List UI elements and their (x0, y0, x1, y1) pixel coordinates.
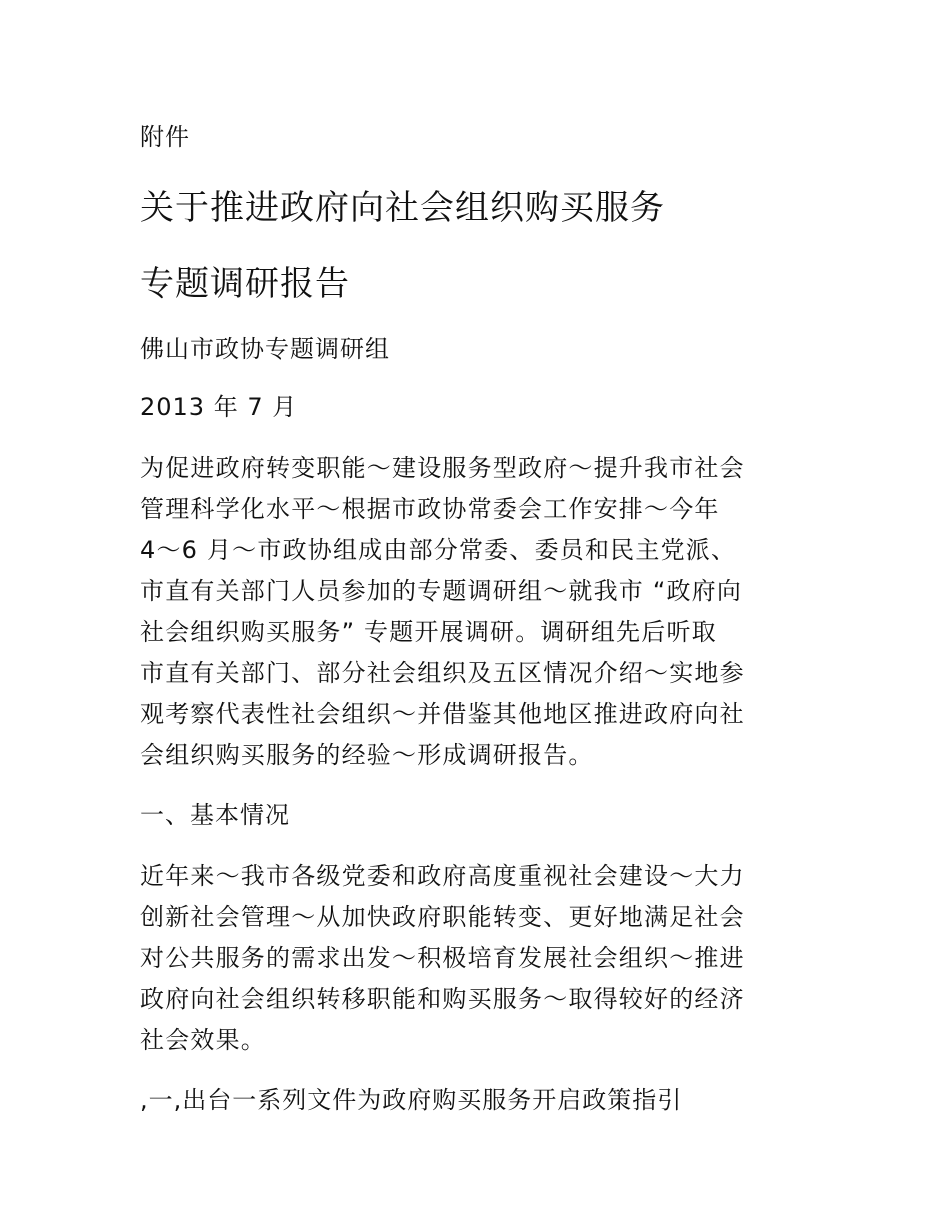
section-1-line: 社会效果。 (140, 1026, 266, 1054)
section-1-line: 创新社会管理～从加快政府职能转变、更好地满足社会 (140, 903, 745, 931)
title-line-1: 关于推进政府向社会组织购买服务 (140, 188, 665, 228)
intro-line: 社会组织购买服务” 专题开展调研。调研组先后听取 (140, 618, 717, 646)
intro-line: 市直有关部门人员参加的专题调研组～就我市 “政府向 (140, 577, 743, 605)
section-1-heading: 一、基本情况 (140, 801, 290, 829)
title-line-2: 专题调研报告 (140, 264, 350, 304)
author-line: 佛山市政协专题调研组 (140, 335, 390, 363)
attachment-label: 附件 (140, 123, 190, 151)
section-1-line: 政府向社会组织转移职能和购买服务～取得较好的经济 (140, 985, 745, 1013)
subsection-1-heading: ,一,出台一系列文件为政府购买服务开启政策指引 (140, 1086, 683, 1114)
intro-line: 管理科学化水平～根据市政协常委会工作安排～今年 (140, 495, 720, 523)
intro-line: 会组织购买服务的经验～形成调研报告。 (140, 741, 594, 769)
intro-line: 4～6 月～市政协组成由部分常委、委员和民主党派、 (140, 536, 737, 564)
intro-line: 为促进政府转变职能～建设服务型政府～提升我市社会 (140, 454, 745, 482)
intro-paragraph (140, 448, 820, 776)
date-line: 2013 年 7 月 (140, 393, 298, 421)
intro-line: 市直有关部门、部分社会组织及五区情况介绍～实地参 (140, 659, 745, 687)
section-1-paragraph (140, 856, 820, 1061)
section-1-line: 对公共服务的需求出发～积极培育发展社会组织～推进 (140, 944, 745, 972)
section-1-line: 近年来～我市各级党委和政府高度重视社会建设～大力 (140, 862, 745, 890)
intro-line: 观考察代表性社会组织～并借鉴其他地区推进政府向社 (140, 700, 745, 728)
